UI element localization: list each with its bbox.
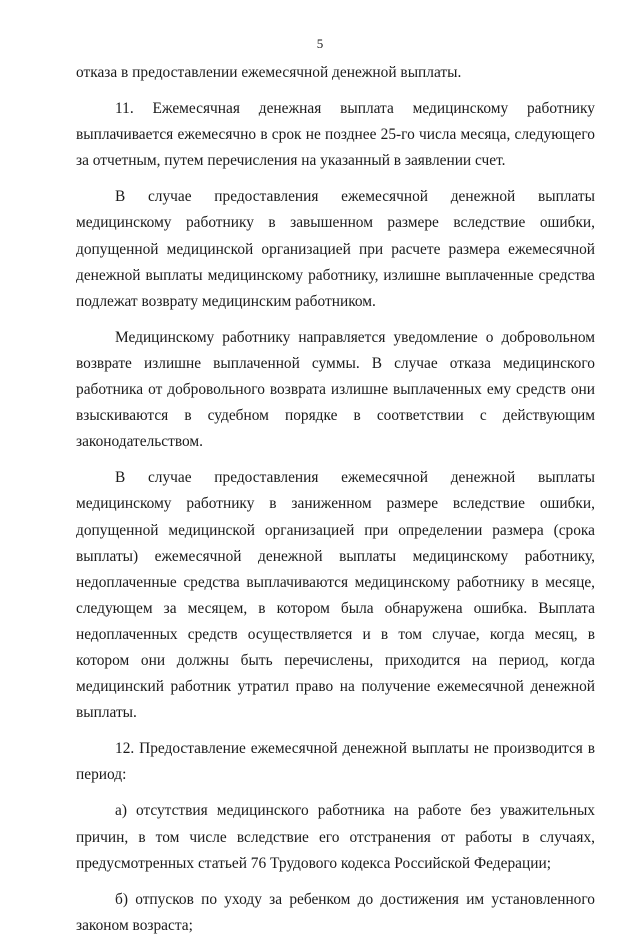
paragraph-underpayment: В случае предоставления ежемесячной денежной выплаты медицинскому работнику в заниженном размере вследствие ошибки, допущенной медицинской организацией при определении размера (срока выплаты) ежемесячной денежной выплаты медицинскому работнику, недоплаченные средства выплачиваются медицинскому работнику в месяце, следующем за месяцем, в котором была обнаружена ошибка. Выплата недоплаченных средств осуществляется и в том случае, когда месяц, в котором они должны быть перечислены, приходится на период, когда медицинский работник утратил право на получение ежемесячной денежной выплаты. — [76, 469, 595, 722]
paragraph-overpayment: В случае предоставления ежемесячной денежной выплаты медицинскому работнику в завышенном размере вследствие ошибки, допущенной медицинской организацией при расчете размера ежемесячной денежной выплаты медицинскому работнику, излишне выплаченные средства подлежат возврату медицинским работником. — [76, 188, 595, 310]
paragraph-continuation: отказа в предоставлении ежемесячной денежной выплаты. — [76, 64, 462, 81]
page-number: 5 — [316, 36, 324, 51]
paragraph-item-12: 12. Предоставление ежемесячной денежной выплаты не производится в период: — [76, 740, 595, 784]
paragraph-item-11: 11. Ежемесячная денежная выплата медицинскому работнику выплачивается ежемесячно в срок не позднее 25-го числа месяца, следующего за отчетным, путем перечисления на указанный в заявлении счет. — [76, 100, 595, 170]
document-body — [76, 60, 595, 949]
paragraph-refund-notice: Медицинскому работнику направляется уведомление о добровольном возврате излишне выплаченной суммы. В случае отказа медицинского работника от добровольного возврата излишне выплаченных ему средств они взыскиваются в судебном порядке в соответствии с действующим законодательством. — [76, 328, 595, 451]
paragraph-subitem-a: а) отсутствия медицинского работника на работе без уважительных причин, в том числе вследствие его отстранения от работы в случаях, предусмотренных статьей 76 Трудового кодекса Российской Федерации; — [76, 802, 595, 872]
paragraph-subitem-b: б) отпусков по уходу за ребенком до достижения им установленного законом возраста; — [76, 890, 595, 934]
